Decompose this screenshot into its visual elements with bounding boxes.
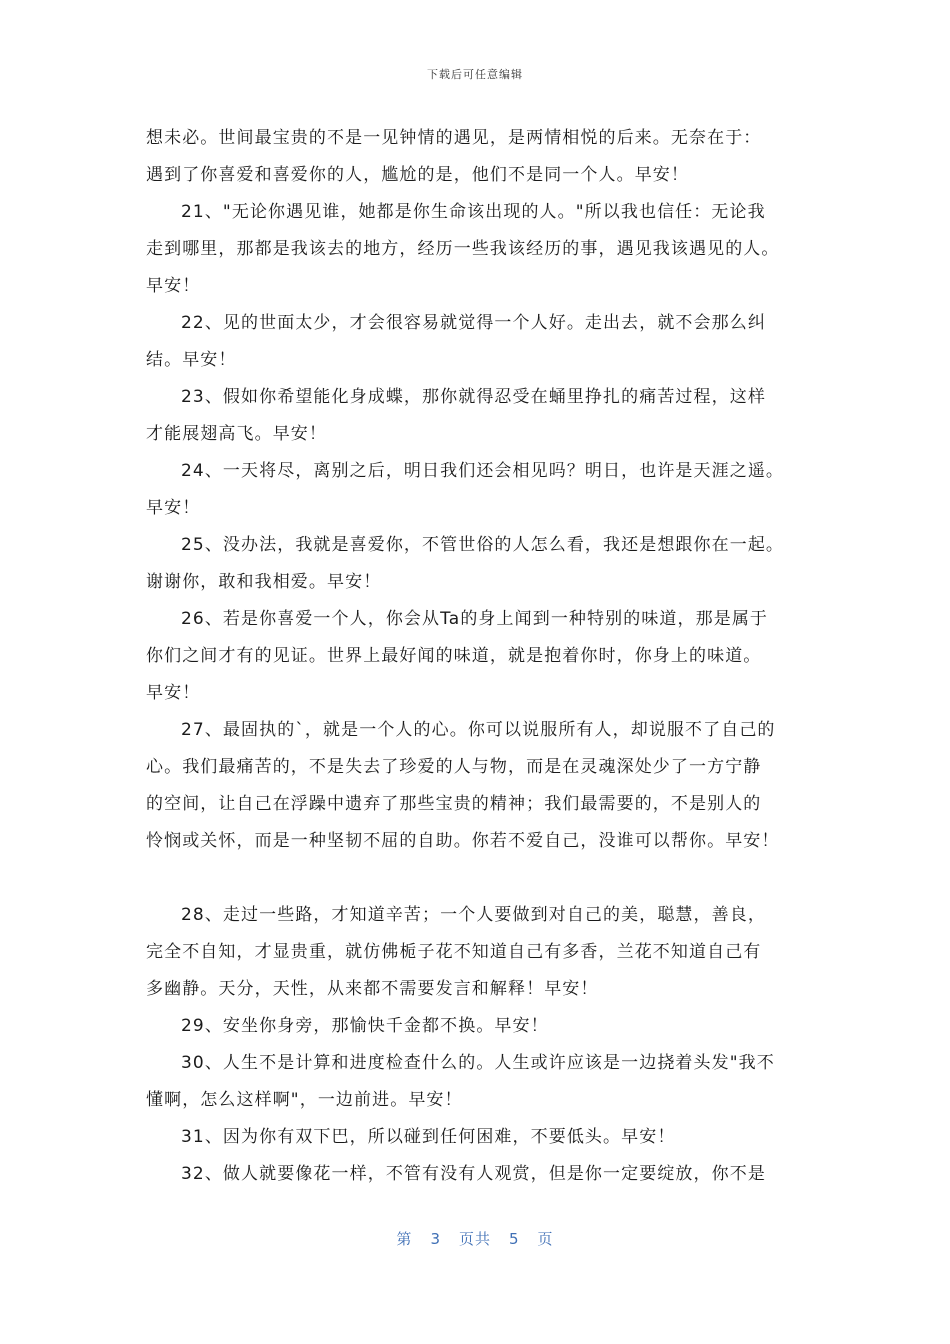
paragraph-line: 的空间，让自己在浮躁中遗弃了那些宝贵的精神；我们最需要的，不是别人的 — [146, 794, 762, 814]
paragraph-line: 你们之间才有的见证。世界上最好闻的味道，就是抱着你时，你身上的味道。 — [146, 646, 762, 666]
paragraph-line: 谢谢你，敢和我相爱。早安！ — [146, 572, 382, 592]
page-mid-label: 页共 — [458, 1230, 491, 1248]
page-header: 下载后可任意编辑 — [427, 68, 523, 81]
paragraph-line-25: 25、没办法，我就是喜爱你，不管世俗的人怎么看，我还是想跟你在一起。 — [181, 535, 785, 555]
page-total-number: 5 — [509, 1230, 520, 1248]
document-body — [146, 120, 810, 1193]
paragraph-line: 懂啊，怎么这样啊"，一边前进。早安！ — [146, 1090, 463, 1110]
paragraph-line: 早安！ — [146, 276, 201, 296]
paragraph-line: 遇到了你喜爱和喜爱你的人，尴尬的是，他们不是同一个人。早安！ — [146, 165, 689, 185]
paragraph-line: 多幽静。天分，天性，从来都不需要发言和解释！早安！ — [146, 979, 599, 999]
page-footer — [0, 1228, 950, 1249]
paragraph-line-22: 22、见的世面太少，才会很容易就觉得一个人好。走出去，就不会那么纠 — [181, 313, 766, 333]
paragraph-line: 怜悯或关怀，而是一种坚韧不屈的自助。你若不爱自己，没谁可以帮你。早安！ — [146, 831, 780, 851]
paragraph-line: 走到哪里，那都是我该去的地方，经历一些我该经历的事，遇见我该遇见的人。 — [146, 239, 780, 259]
paragraph-line: 心。我们最痛苦的，不是失去了珍爱的人与物，而是在灵魂深处少了一方宁静 — [146, 757, 762, 777]
page-end-label: 页 — [537, 1230, 554, 1248]
paragraph-line: 结。早安！ — [146, 350, 237, 370]
paragraph-line-26: 26、若是你喜爱一个人，你会从Ta的身上闻到一种特别的味道，那是属于 — [181, 609, 769, 629]
paragraph-line-21: 21、"无论你遇见谁，她都是你生命该出现的人。"所以我也信任：无论我 — [181, 202, 766, 222]
paragraph-spacer — [146, 860, 810, 897]
paragraph-line: 想未必。世间最宝贵的不是一见钟情的遇见，是两情相悦的后来。无奈在于： — [146, 128, 762, 148]
paragraph-line-32: 32、做人就要像花一样，不管有没有人观赏，但是你一定要绽放，你不是 — [181, 1164, 766, 1184]
paragraph-line-29: 29、安坐你身旁，那愉快千金都不换。早安！ — [181, 1016, 549, 1036]
paragraph-line: 才能展翅高飞。早安！ — [146, 424, 327, 444]
paragraph-line-30: 30、人生不是计算和进度检查什么的。人生或许应该是一边挠着头发"我不 — [181, 1053, 775, 1073]
page-current-number: 3 — [430, 1230, 441, 1248]
paragraph-line: 早安！ — [146, 683, 201, 703]
paragraph-line-31: 31、因为你有双下巴，所以碰到任何困难，不要低头。早安！ — [181, 1127, 676, 1147]
paragraph-line: 完全不自知，才显贵重，就仿佛栀子花不知道自己有多香，兰花不知道自己有 — [146, 942, 762, 962]
paragraph-line-23: 23、假如你希望能化身成蝶，那你就得忍受在蛹里挣扎的痛苦过程，这样 — [181, 387, 766, 407]
paragraph-line-24: 24、一天将尽，离别之后，明日我们还会相见吗？明日，也许是天涯之遥。 — [181, 461, 785, 481]
paragraph-line-28: 28、走过一些路，才知道辛苦；一个人要做到对自己的美，聪慧，善良， — [181, 905, 766, 925]
paragraph-line: 早安！ — [146, 498, 201, 518]
page-label: 第 — [396, 1230, 413, 1248]
paragraph-line-27: 27、最固执的`，就是一个人的心。你可以说服所有人，却说服不了自己的 — [181, 720, 776, 740]
